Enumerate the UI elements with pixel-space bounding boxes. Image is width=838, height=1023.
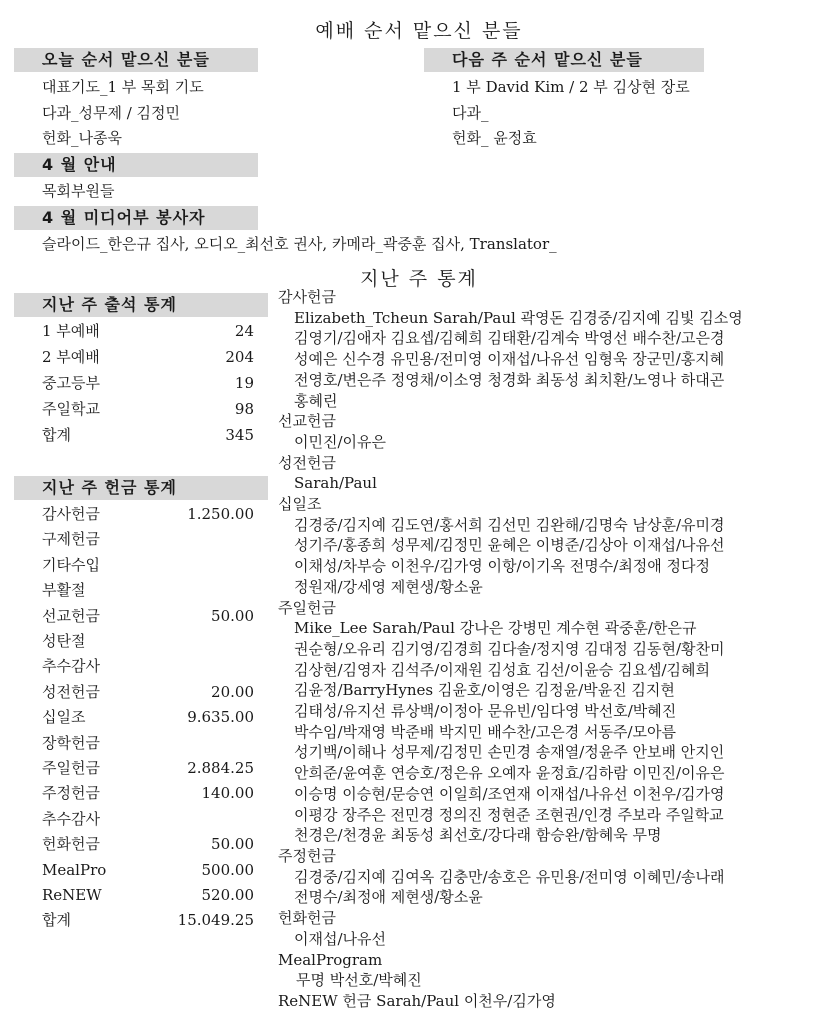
- donor-names: 성예은 신수경 유민용/전미영 이재섭/나유선 임형욱 장군민/홍지혜: [294, 350, 725, 369]
- donor-names: Mike_Lee Sarah/Paul 강나은 강병민 계수현 곽중훈/한은규: [294, 619, 697, 638]
- today-line: 대표기도_1 부 목회 기도: [42, 78, 204, 96]
- offering-header: 지난 주 헌금 통계: [14, 476, 268, 500]
- donor-names: 안희준/윤여훈 연승호/정은유 오예자 윤정효/김하람 이민진/이유은: [294, 764, 725, 783]
- attendance-row: [42, 344, 254, 370]
- offering-row: [42, 628, 254, 654]
- attendance-value: 204: [225, 348, 254, 366]
- attendance-label: 2 부예배: [42, 348, 100, 366]
- attendance-label: 합계: [42, 426, 71, 444]
- offering-row: [42, 577, 254, 603]
- offering-row: [42, 603, 254, 629]
- donor-names: 정원재/강세영 제현생/황소윤: [294, 577, 483, 596]
- donor-names: 성기주/홍종희 성무제/김정민 윤혜은 이병준/김상아 이재섭/나유선: [294, 536, 725, 555]
- donor-names: 김영기/김애자 김요셉/김혜희 김태환/김계숙 박영선 배수찬/고은경: [294, 329, 725, 348]
- donor-category: 주정헌금: [278, 846, 336, 865]
- donor-names: 이채성/차부승 이천우/김가영 이항/이기옥 전명수/최정애 정다정: [294, 557, 711, 576]
- donor-names: 성기백/이해나 성무제/김정민 손민경 송재열/정윤주 안보배 안지인: [294, 743, 725, 762]
- today-line: 다과_성무제 / 김정민: [42, 104, 181, 122]
- offering-row: [42, 501, 254, 527]
- attendance-row: [42, 396, 254, 422]
- attendance-label: 주일학교: [42, 400, 100, 418]
- april-notice-header: 4 월 안내: [14, 153, 258, 177]
- donor-names: 천경은/천경윤 최동성 최선호/강다래 함승완/함혜욱 무명: [294, 826, 662, 845]
- offering-label: 감사헌금: [42, 505, 100, 523]
- offering-label: 추수감사: [42, 809, 100, 828]
- donor-category: ReNEW 헌금 Sarah/Paul 이천우/김가영: [278, 991, 556, 1010]
- offering-value: 20.00: [211, 682, 254, 701]
- offering-value: 2.884.25: [187, 759, 254, 777]
- donor-names: 김상현/김영자 김석주/이재원 김성효 김선/이윤승 김요셉/김혜희: [294, 660, 711, 679]
- offering-label: 기타수입: [42, 555, 100, 574]
- attendance-row: [42, 422, 254, 448]
- offering-row: [42, 907, 254, 933]
- offering-row: [42, 857, 254, 883]
- offering-label: 선교헌금: [42, 606, 100, 625]
- media-header: 4 월 미디어부 봉사자: [14, 206, 258, 230]
- donor-names: Elizabeth_Tcheun Sarah/Paul 곽영돈 김경중/김지예 김빛 김소영: [294, 308, 743, 327]
- donor-names: Sarah/Paul: [294, 474, 377, 493]
- offering-label: MealPro: [42, 860, 107, 879]
- offering-row: [42, 780, 254, 806]
- offering-value: 9.635.00: [187, 708, 254, 727]
- offering-label: 부활절: [42, 581, 86, 600]
- offering-label: ReNEW: [42, 886, 102, 904]
- offering-row: [42, 526, 254, 552]
- attendance-value: 19: [234, 374, 254, 392]
- donor-names: 김경중/김지예 김도연/홍서희 김선민 김완해/김명숙 남상훈/유미경: [294, 515, 725, 534]
- donor-list: [278, 287, 834, 1012]
- donor-names: 권순형/오유리 김기영/김경희 김다솔/정지영 김대정 김동현/황찬미: [294, 639, 725, 658]
- offering-value: 500.00: [201, 860, 254, 879]
- donor-names: 박수임/박재영 박준배 박지민 배수찬/고은경 서동주/모아름: [294, 722, 676, 741]
- donor-category: 헌화헌금: [278, 909, 336, 928]
- donor-names: 이재섭/나유선: [294, 929, 386, 948]
- donor-names: 이평강 장주은 전민경 정의진 정현준 조현권/인경 주보라 주일학교: [294, 805, 724, 824]
- offering-row: [42, 679, 254, 705]
- offering-row: [42, 704, 254, 730]
- offering-row: [42, 552, 254, 578]
- offering-row: [42, 806, 254, 832]
- donor-category: 성전헌금: [278, 453, 336, 472]
- donor-names: 무명 박선호/박혜진: [296, 971, 422, 990]
- attendance-value: 98: [234, 400, 254, 418]
- donor-names: 홍혜린: [294, 391, 338, 410]
- donor-category: MealProgram: [278, 950, 383, 969]
- donor-category: 감사헌금: [278, 288, 336, 306]
- offering-label: 주정헌금: [42, 784, 100, 803]
- offering-label: 추수감사: [42, 657, 100, 676]
- donor-names: 이승명 이승현/문승연 이일희/조연재 이재섭/나유선 이천우/김가영: [294, 784, 725, 803]
- offering-label: 헌화헌금: [42, 835, 100, 854]
- offering-value: 520.00: [201, 886, 254, 904]
- offering-row: [42, 653, 254, 679]
- next-line: 다과_: [452, 104, 489, 122]
- attendance-value: 345: [225, 426, 254, 444]
- next-header: 다음 주 순서 맡으신 분들: [424, 48, 704, 72]
- offering-label: 성전헌금: [42, 682, 100, 701]
- offering-label: 구제헌금: [42, 530, 100, 549]
- attendance-label: 1 부예배: [42, 322, 100, 340]
- attendance-value: 24: [234, 322, 254, 340]
- donor-names: 전명수/최정애 제현생/황소윤: [294, 888, 483, 907]
- offering-label: 장학헌금: [42, 733, 100, 752]
- april-notice-text: 목회부원들: [42, 182, 115, 200]
- next-line: 1 부 David Kim / 2 부 김상현 장로: [452, 78, 690, 96]
- donor-category: 주일헌금: [278, 598, 336, 617]
- attendance-header: 지난 주 출석 통계: [14, 293, 268, 317]
- offering-row: [42, 755, 254, 781]
- donor-names: 이민진/이유은: [294, 432, 386, 451]
- donor-names: 전영호/변은주 정영채/이소영 청경화 최동성 최치환/노영나 하대곤: [294, 370, 725, 389]
- offering-row: [42, 882, 254, 908]
- offering-value: 140.00: [201, 784, 254, 803]
- donor-names: 김윤정/BarryHynes 김윤호/이영은 김정윤/박윤진 김지현: [294, 681, 675, 700]
- last-week-title: 지난 주 통계: [360, 268, 478, 290]
- donor-category: 십일조: [278, 495, 322, 514]
- attendance-row: [42, 370, 254, 396]
- donor-names: 김태성/유지선 류상백/이정아 문유빈/임다영 박선호/박혜진: [294, 702, 677, 721]
- offering-row: [42, 831, 254, 857]
- offering-value: 50.00: [211, 606, 254, 625]
- today-header: 오늘 순서 맡으신 분들: [14, 48, 258, 72]
- today-line: 헌화_나종욱: [42, 129, 122, 147]
- media-text: 슬라이드_한은규 집사, 오디오_최선호 권사, 카메라_곽중훈 집사, Translator_: [42, 235, 557, 253]
- donor-names: 김경중/김지예 김여옥 김충만/송호은 유민용/전미영 이혜민/송나래: [294, 867, 725, 886]
- offering-value: 1.250.00: [187, 505, 254, 523]
- offering-row: [42, 730, 254, 756]
- offering-label: 주일헌금: [42, 759, 100, 777]
- page-title: 예배 순서 맡으신 분들: [315, 20, 523, 42]
- attendance-label: 중고등부: [42, 374, 100, 392]
- attendance-row: [42, 318, 254, 344]
- offering-label: 십일조: [42, 708, 86, 727]
- offering-value: 50.00: [211, 835, 254, 854]
- next-line: 헌화_ 윤정효: [452, 129, 537, 147]
- offering-label: 성탄절: [42, 632, 86, 650]
- donor-category: 선교헌금: [278, 412, 336, 431]
- offering-label: 합계: [42, 911, 71, 930]
- offering-value: 15.049.25: [177, 911, 254, 930]
